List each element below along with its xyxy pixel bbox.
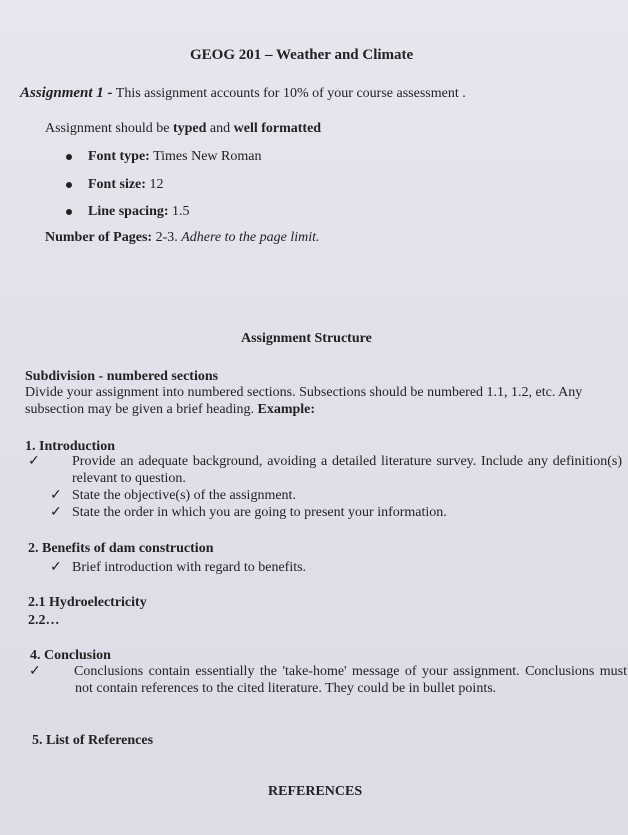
bullet-key: Line spacing: xyxy=(88,204,169,219)
format-and: and xyxy=(206,121,234,136)
bullet-key: Font size: xyxy=(88,177,146,192)
format-well-formatted: well formatted xyxy=(233,121,322,136)
intro-item-text: State the order in which you are going to present your information. xyxy=(72,505,447,520)
benefits-item-text: Brief introduction with regard to benefits. xyxy=(72,560,307,575)
checkmark-icon: ✓ xyxy=(29,664,41,679)
format-intro xyxy=(45,121,321,137)
assignment-text: This assignment accounts for 10% of your course assessment . xyxy=(115,86,466,101)
bullet-value: 12 xyxy=(149,177,164,192)
format-bullet xyxy=(66,204,190,220)
bullet-value: Times New Roman xyxy=(153,149,262,164)
bullet-dot-icon xyxy=(66,182,72,188)
checkmark-icon: ✓ xyxy=(50,505,62,520)
document-title: GEOG 201 – Weather and Climate xyxy=(190,47,414,63)
subdivision-paragraph xyxy=(25,384,585,418)
conclusion-item-text: Conclusions contain essentially the 'take-home' message of your assignment. Conclusions must not contain references to the cited literature. They could be in bullet points. xyxy=(74,664,627,696)
intro-item-text: State the objective(s) of the assignment. xyxy=(72,488,296,503)
format-bullet xyxy=(66,177,163,193)
bullet-dot-icon xyxy=(66,154,72,160)
bullet-value: 1.5 xyxy=(172,204,190,219)
intro-item xyxy=(28,453,622,487)
pages-label: Number of Pages: xyxy=(45,230,153,245)
format-bullet xyxy=(66,149,261,165)
bullet-dot-icon xyxy=(66,209,72,215)
intro-item xyxy=(50,504,447,521)
section-introduction-title: 1. Introduction xyxy=(25,439,115,454)
checkmark-icon: ✓ xyxy=(50,560,62,575)
assignment-line xyxy=(20,85,466,102)
benefits-item xyxy=(50,559,306,576)
subdivision-title: Subdivision - numbered sections xyxy=(25,369,219,384)
section-references-title: 5. List of References xyxy=(32,733,154,748)
section-benefits-title: 2. Benefits of dam construction xyxy=(28,541,214,556)
section-hydro-title: 2.1 Hydroelectricity xyxy=(28,595,147,610)
section-conclusion-title: 4. Conclusion xyxy=(30,648,111,663)
structure-title: Assignment Structure xyxy=(241,331,372,346)
pages-line xyxy=(45,230,320,246)
bullet-key: Font type: xyxy=(88,149,150,164)
checkmark-icon: ✓ xyxy=(50,488,62,503)
intro-item xyxy=(50,487,296,504)
example-label: Example: xyxy=(257,402,316,417)
format-typed: typed xyxy=(172,121,207,136)
subdivision-text: Divide your assignment into numbered sections. Subsections should be numbered 1.1, 1.2, etc. Any subsection may be given a brief heading. xyxy=(25,385,583,417)
format-intro-text: Assignment should be xyxy=(45,121,173,136)
pages-value: 2-3. xyxy=(155,230,178,245)
pages-note: Adhere to the page limit. xyxy=(181,230,320,245)
assignment-label: Assignment 1 - xyxy=(20,85,113,101)
checkmark-icon: ✓ xyxy=(28,454,40,469)
references-heading: REFERENCES xyxy=(268,784,363,799)
conclusion-item xyxy=(29,663,627,697)
section-next-sub: 2.2… xyxy=(28,613,60,628)
intro-item-text: Provide an adequate background, avoiding a detailed literature survey. Include any definition(s) relevant to question. xyxy=(72,454,622,486)
